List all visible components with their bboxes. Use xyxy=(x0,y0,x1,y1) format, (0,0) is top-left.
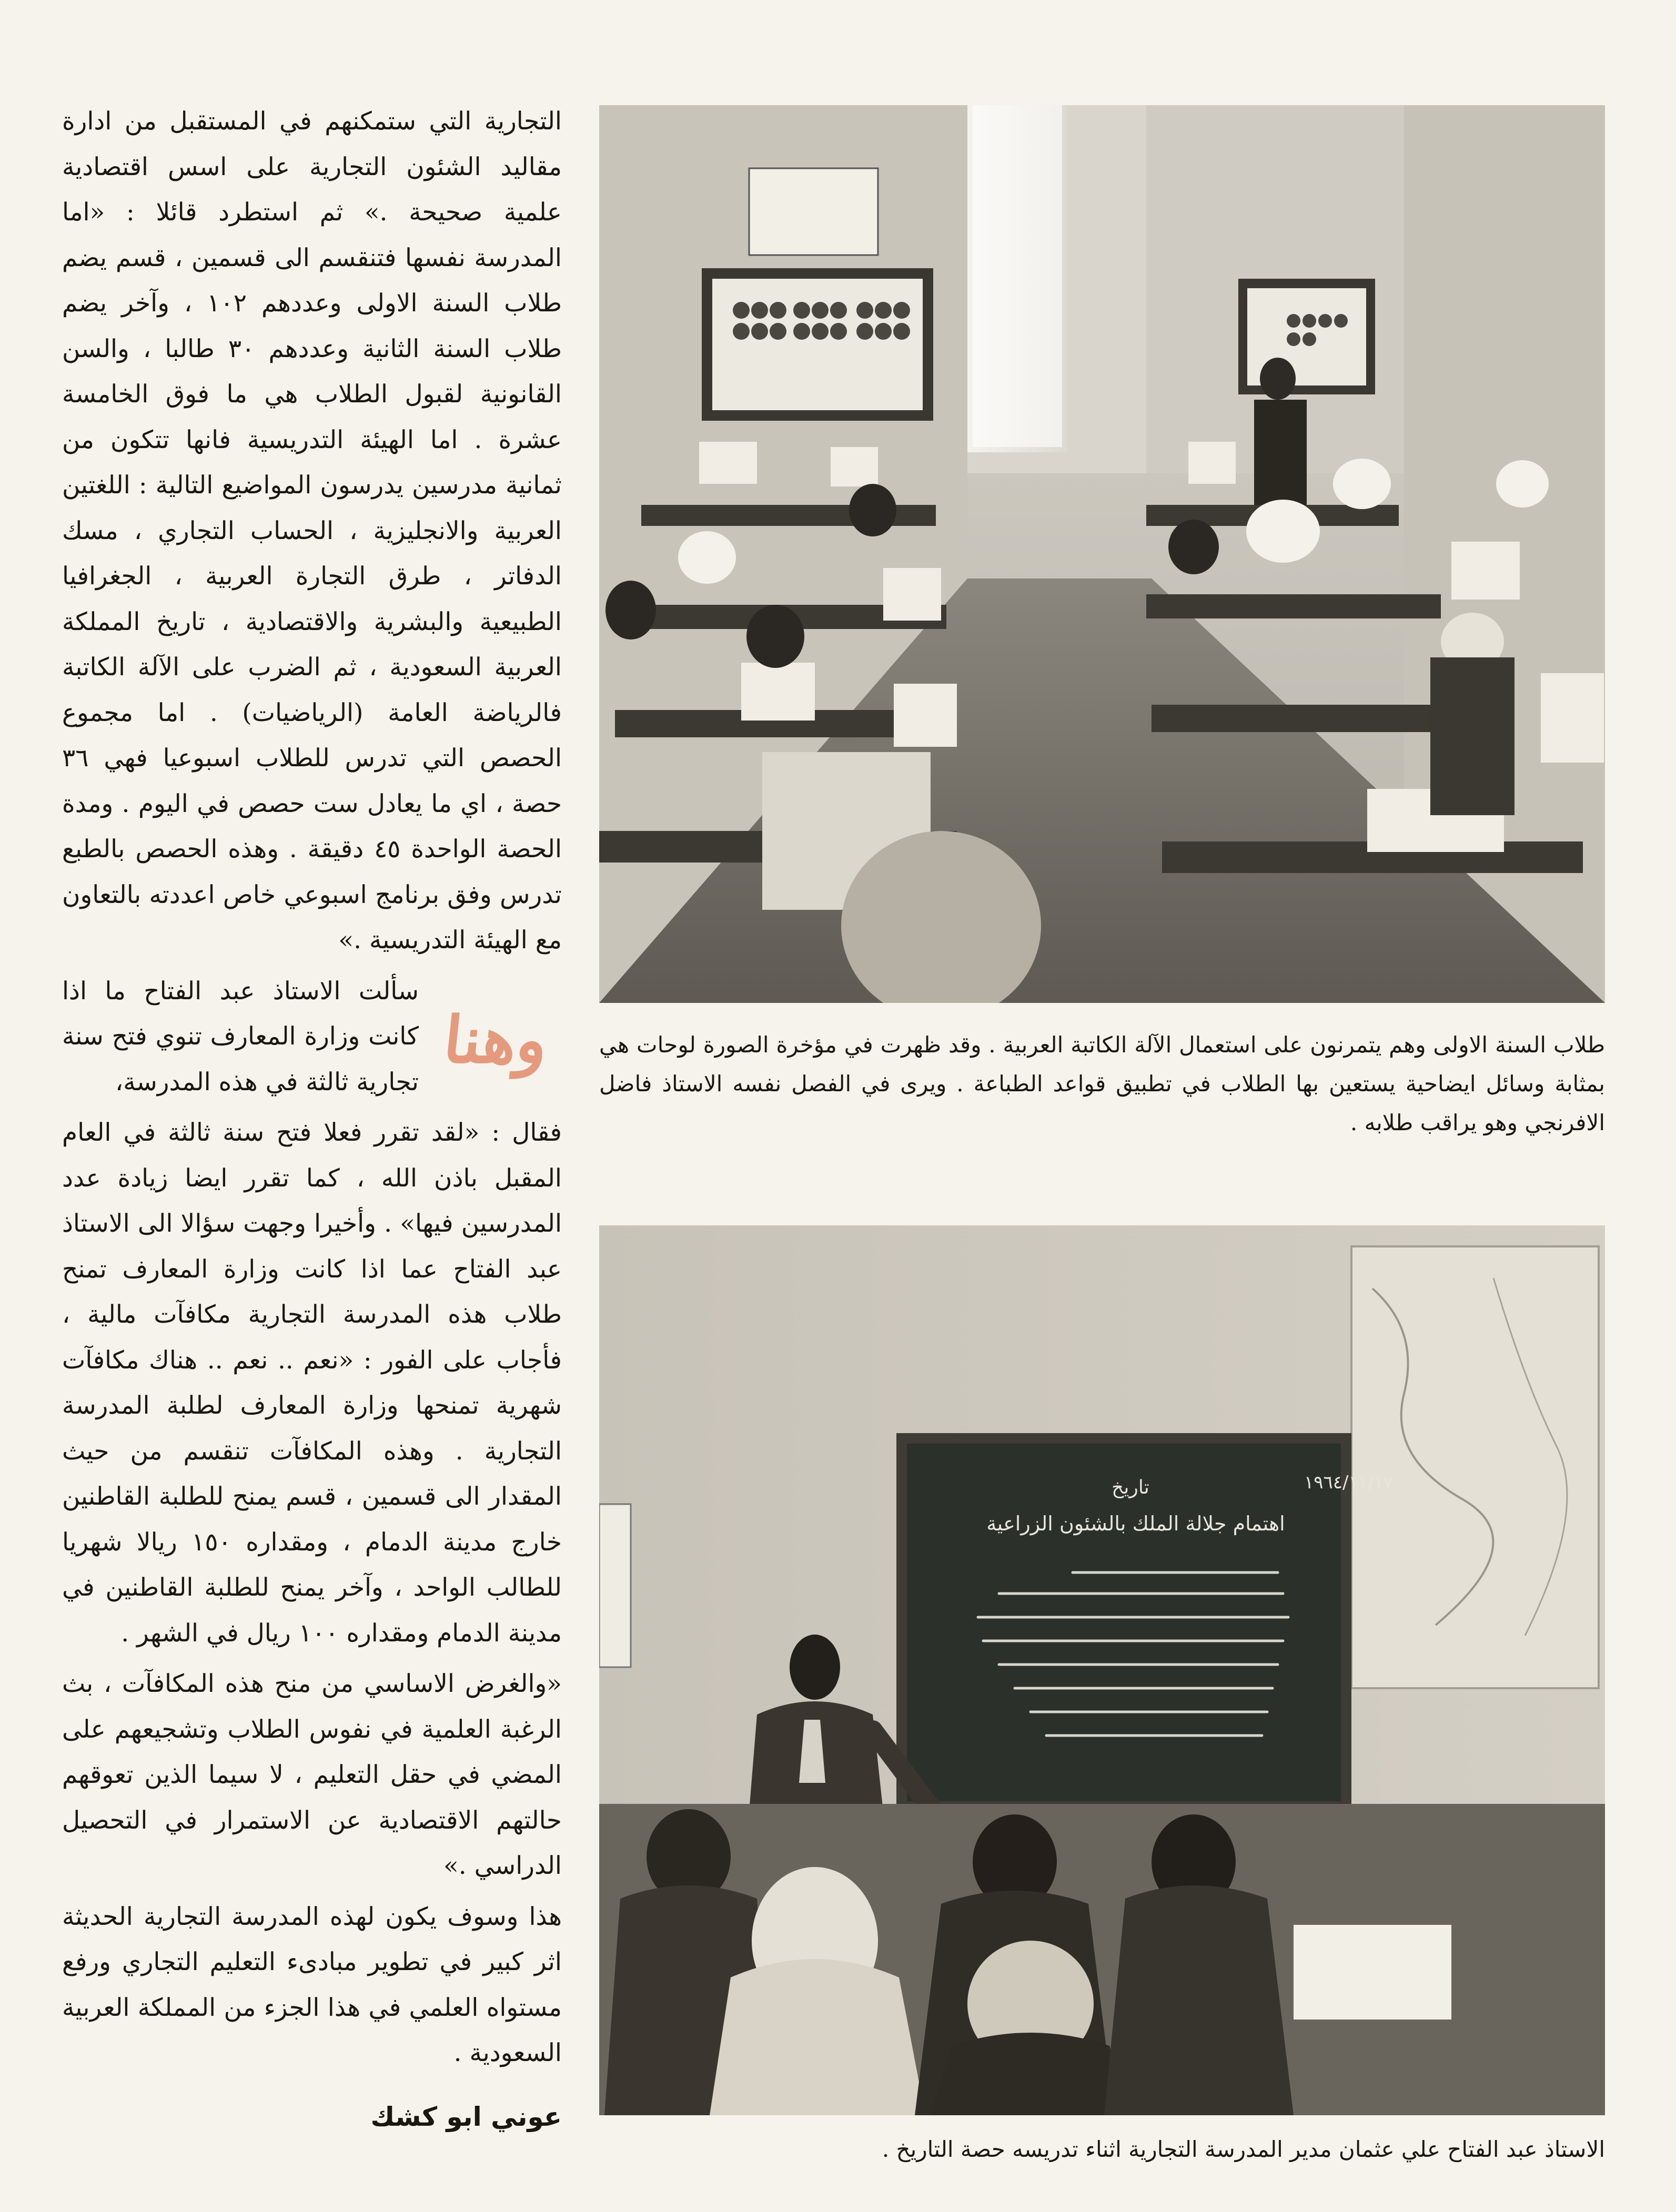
article-paragraph-1: التجارية التي ستمكنهم في المستقبل من ادارة مقاليد الشئون التجارية على اسس اقتصادية علمية صحيحة .» ثم استطرد قائلا : «اما المدرسة نفسها فتنقسم الى قسمين ، قسم يضم طلاب السنة الاولى وعددهم ١٠٢ ، وآخر يضم طلاب السنة الثانية وعددهم ٣٠ طالبا ، والسن القانونية لقبول الطلاب هي ما فوق الخامسة عشرة . اما الهيئة التدريسية فانها تتكون من ثمانية مدرسين يدرسون المواضيع التالية : اللغتين العربية والانجليزية ، الحساب التجاري ، مسك الدفاتر ، طرق التجارة العربية ، الجغرافيا الطبيعية والبشرية والاقتصادية ، تاريخ المملكة العربية السعودية ، ثم الضرب على الآلة الكاتبة فالرياضة العامة (الرياضيات) . اما مجموع الحصص التي تدرس للطلاب اسبوعيا فهي ٣٦ حصة ، اي ما يعادل ست حصص في اليوم . ومدة الحصة الواحدة ٤٥ دقيقة . وهذه الحصص بالطبع تدرس وفق برنامج اسبوعي خاص اعددته بالتعاون مع الهيئة التدريسية .» xyxy=(62,107,562,955)
board-title: اهتمام جلالة الملك بالشئون الزراعية xyxy=(986,1512,1285,1535)
lead-paragraph: سألت الاستاذ عبد الفتاح ما اذا كانت وزارة المعارف تنوي فتح سنة تجارية ثالثة في هذه المدرسة، xyxy=(62,976,419,1097)
author-name: عوني ابو كشك xyxy=(370,2101,562,2132)
article-paragraph-4: هذا وسوف يكون لهذه المدرسة التجارية الحديثة اثر كبير في تطوير مبادىء التعليم التجاري ورفع مستواه العلمي في هذا الجزء من المملكة العربية السعودية . xyxy=(62,1902,562,2067)
board-date: ١٩٦٤/١١/١٧ xyxy=(1304,1472,1394,1493)
photo-history-lesson xyxy=(599,1225,1605,2115)
photo1-caption: طلاب السنة الاولى وهم يتمرنون على استعمال الآلة الكاتبة العربية . وقد ظهرت في مؤخرة الصورة لوحات هي بمثابة وسائل ايضاحية يستعين بها الطلاب في تطبيق قواعد الطباعة . ويرى في الفصل نفسه الاستاذ فاضل الافرنجي وهو يراقب طلابه . xyxy=(599,1032,1605,1135)
lead-block xyxy=(62,969,562,1105)
history-lesson-illustration xyxy=(599,1225,1605,2115)
article-paragraph-2: فقال : «لقد تقرر فعلا فتح سنة ثالثة في العام المقبل باذن الله ، كما تقرر ايضا زيادة عدد المدرسين فيها» . وأخيرا وجهت سؤالا الى الاستاذ عبد الفتاح عما اذا كانت وزارة المعارف تمنح طلاب هذه المدرسة التجارية مكافآت مالية ، فأجاب على الفور : «نعم .. نعم .. هناك مكافآت شهرية تمنحها وزارة المعارف لطلبة المدرسة التجارية . وهذه المكافآت تنقسم من حيث المقدار الى قسمين ، قسم يمنح للطلبة القاطنين خارج مدينة الدمام ، ومقداره ١٥٠ ريالا شهريا للطالب الواحد ، وآخر يمنح للطلبة القاطنين في مدينة الدمام ومقداره ١٠٠ ريال في الشهر . xyxy=(62,1118,562,1648)
photo2-caption: الاستاذ عبد الفتاح علي عثمان مدير المدرسة التجارية اثناء تدريسه حصة التاريخ . xyxy=(882,2136,1605,2162)
board-heading: تاريخ xyxy=(1112,1477,1149,1498)
article-column xyxy=(62,99,562,2132)
lead-word-wa-huna xyxy=(430,974,562,1105)
article-paragraph-3: «والغرض الاساسي من منح هذه المكافآت ، بث الرغبة العلمية في نفوس الطلاب وتشجيعهم على المضي في حقل التعليم ، لا سيما الذين تعوقهم حالتهم الاقتصادية عن الاستمرار في التحصيل الدراسي .» xyxy=(62,1669,562,1880)
photo-typing-class xyxy=(599,105,1605,1003)
typing-class-illustration xyxy=(599,105,1605,1003)
lead-word-text: وهنا xyxy=(440,1001,552,1078)
